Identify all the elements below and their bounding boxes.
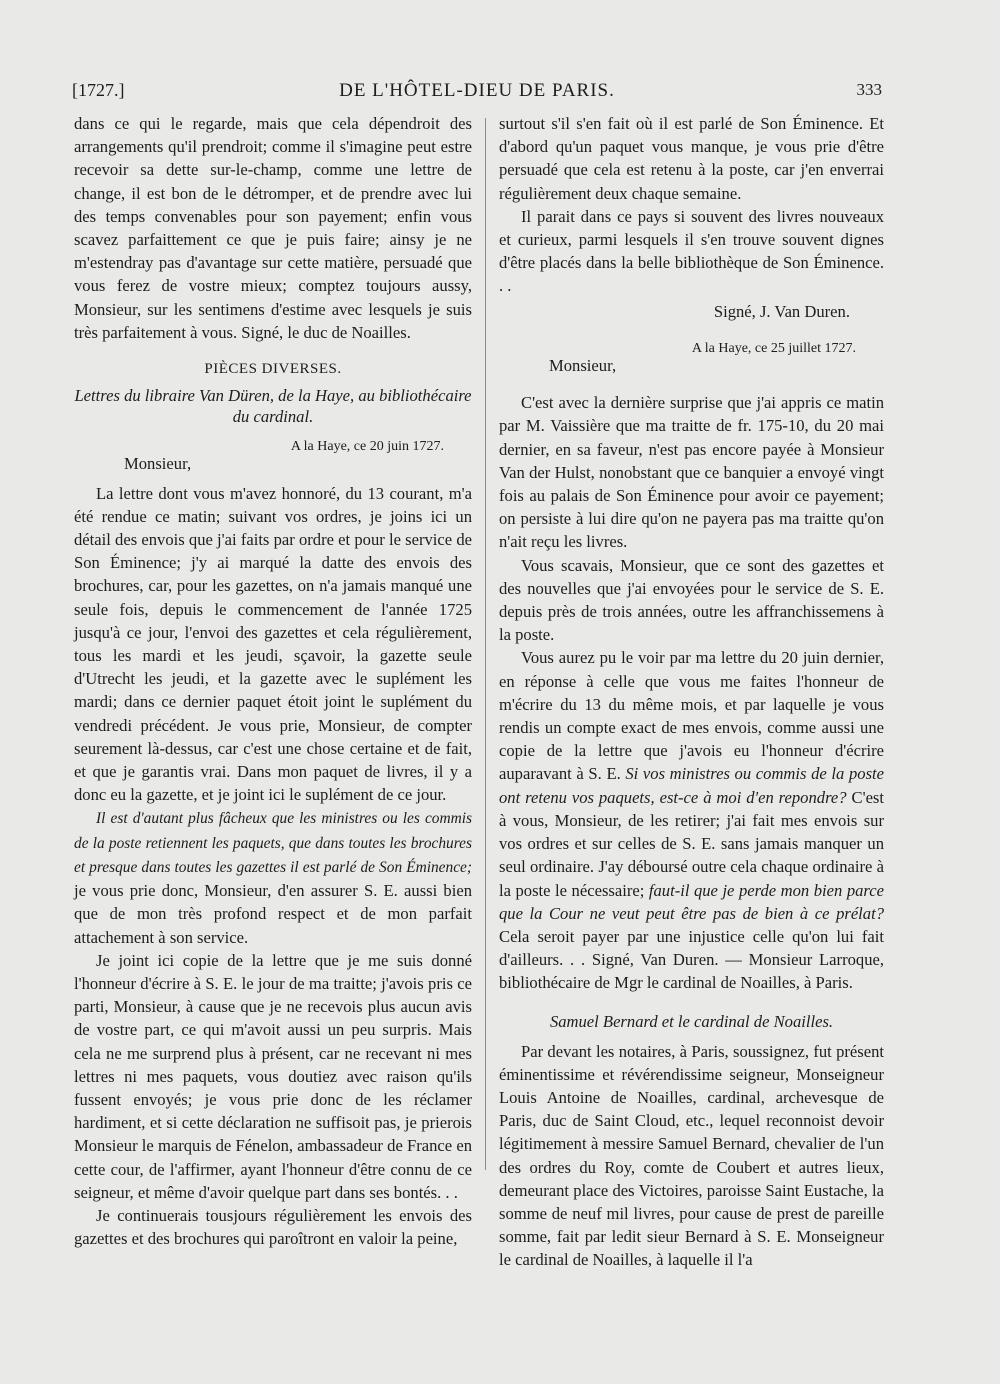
paragraph: Par devant les notaires, à Paris, soussignez, fut présent éminentissime et révérendissime seigneur, Monseigneur Louis Antoine de Noailles, cardinal, archevesque de Paris, duc de Saint Cloud, etc., lequel reconnoist devoir légitimement à messire Samuel Bernard, chevalier de l'un des ordres du Roy, comte de Coubert et autres lieux, demeurant place des Victoires, paroisse Saint Eustache, la somme de neuf mil livres, pour cause de prest de pareille somme, fait par ledit sieur Bernard à S. E. Monseigneur le cardinal de Noailles, à laquelle il l'a	[499, 1041, 884, 1270]
paragraph-text: Vous aurez pu le voir par ma lettre du 20 juin dernier, en réponse à celle que vous me faites l'honneur de m'écrire du 13 du même mois, et par laquelle je vous rendis un compte exact de mes envois, comme aussi une copie de la lettre que j'avois eu l'honneur d'écrire auparavant à S. E.	[499, 648, 884, 784]
paragraph: Je continuerais tousjours régulièrement les envois des gazettes et des brochures qui paroîtront en valoir la peine,	[74, 1205, 472, 1249]
right-column	[499, 112, 884, 1272]
page-number: 333	[856, 80, 882, 99]
section-heading: PIÈCES DIVERSES.	[204, 361, 342, 378]
italic-passage: Il est d'autant plus fâcheux que les ministres ou les commis de la poste retiennent les paquets, que dans toutes les brochures et presque dans toutes les gazettes il est parlé de Son Éminence;	[74, 810, 472, 876]
paragraph-text: je vous prie donc, Monsieur, d'en assurer S. E. aussi bien que de mon très profond respect et de mon parfait attachement à son service.	[74, 881, 472, 947]
spacer	[499, 323, 884, 337]
header-year: [1727.]	[72, 80, 125, 100]
paragraph: dans ce qui le regarde, mais que cela dépendroit des arrangements qu'il prendroit; comme il s'imagine peut estre recevoir sa dette sur-le-champ, comme une lettre de change, il est bon de le détromper, et de prendre avec lui des temps convenables pour son payement; enfin vous scavez parfaittement ce que je puis faire; ainsy je ne m'estendray pas d'avantage sur cette matière, persuadé que vous ferez de vostre mieux; comptez toujours aussy, Monsieur, sur les sentimens d'estime avec lesquels je suis très parfaitement à vous. Signé, le duc de Noailles.	[74, 114, 472, 342]
letter-salutation: Monsieur,	[124, 454, 192, 474]
column-divider	[485, 118, 486, 1170]
paragraph: Il parait dans ce pays si souvent des livres nouveaux et curieux, parmi lesquels il s'en trouve souvent dignes d'être placés dans la belle bibliothèque de Son Éminence. . .	[499, 206, 884, 296]
paragraph-text: Cela seroit payer par une injustice celle qu'on lui fait d'ailleurs. . . Signé, Van Duren. — Monsieur Larroque, bibliothécaire de Mgr le cardinal de Noailles, à Paris.	[499, 926, 884, 993]
paragraph-text: C'est à vous, Monsieur, de les retirer; j'ai fait mes envois sur vos ordres et sur celles de S. E. sans jamais manquer un seul ordinaire. J'ay déboursé outre cela chaque ordinaire à la poste le nécessaire;	[499, 787, 884, 900]
paragraph	[74, 806, 472, 948]
section-subheading: Lettres du libraire Van Düren, de la Haye, au bibliothécaire du cardinal.	[74, 386, 472, 427]
paragraph: La lettre dont vous m'avez honnoré, du 13 courant, m'a été rendue ce matin; suivant vos ordres, je joins ici un détail des envois que j'ai faits par ordre et pour le service de Son Éminence; j'y ai marqué la datte des envois des brochures, car, pour les gazettes, on n'a jamais manqué une seule fois, depuis le commencement de l'année 1725 jusqu'à ce jour, l'envoi des gazettes et cela régulièrement, tous les mardi et les jeudi, sçavoir, la gazette seule d'Utrecht les jeudi, et la gazette avec le suplément les mardi; dans ce dernier paquet étoit joint le suplément du vendredi précédent. Je vous prie, Monsieur, de compter seurement là-dessus, car c'est une chose certaine et de fait, et que je garantis vrai. Dans mon paquet de livres, il y a donc eu la gazette, et je joint ici le suplément de ce jour.	[74, 483, 472, 805]
running-header	[72, 80, 882, 110]
left-column	[74, 112, 472, 1250]
paragraph: Vous scavais, Monsieur, que ce sont des gazettes et des nouvelles que j'ai envoyées pour le service de S. E. depuis près de trois années, outre les affranchissemens à la poste.	[499, 555, 884, 645]
section-subheading: Samuel Bernard et le cardinal de Noailles.	[549, 1011, 834, 1031]
letter-salutation: Monsieur,	[549, 356, 617, 376]
paragraph: surtout s'il s'en fait où il est parlé de Son Éminence. Et d'abord qu'un paquet vous manque, je vous prie d'être persuadé que cela est retenu à la poste, car j'en enverrai régulièrement deux chaque semaine.	[499, 114, 884, 203]
letter-dateline: A la Haye, ce 20 juin 1727.	[290, 439, 444, 455]
letter-dateline: A la Haye, ce 25 juillet 1727.	[691, 340, 856, 356]
paragraph: C'est avec la dernière surprise que j'ai appris ce matin par M. Vaissière que ma traitte de fr. 175-10, du 20 mai dernier, en sa faveur, n'est pas encore payée à Monsieur Van der Hulst, nonobstant que ce banquier a envoyé vingt fois au palais de Son Éminence pour avoir ce payement; on persiste à lui dire qu'on ne payera pas ma traitte qu'on n'ait reçu les livres.	[499, 393, 884, 552]
italic-passage: faut-il que je perde mon bien parce que la Cour ne veut peut être pas de bien à ce prélat?	[499, 880, 884, 923]
paragraph: Je joint ici copie de la lettre que je me suis donné l'honneur d'écrire à S. E. le jour de ma traitte; j'avois pris ce parti, Monsieur, à cause que je ne recevois plus aucun avis de vostre part, ce qui m'avoit aussi un peu surpris. Mais cela ne me surprend plus à présent, car ne recevant ni mes lettres ni mes paquets, vous doutiez avec raison qu'ils fussent envoyés; je vous prie donc de les réclamer hardiment, et si cette déclaration ne suffisoit pas, je prierois Monsieur le marquis de Fénelon, ambassadeur de France en cette cour, de l'affirmer, ayant l'honneur d'être connu de ce seigneur, et même d'avoir quelque part dans ses bontés. . .	[74, 950, 472, 1202]
italic-passage: Si vos ministres ou commis de la poste ont retenu vos paquets, est-ce à moi d'en repondre?	[499, 764, 885, 807]
spacer	[499, 995, 884, 1009]
paragraph	[499, 646, 884, 994]
header-title: DE L'HÔTEL-DIEU DE PARIS.	[339, 80, 615, 101]
letter-signature: Signé, J. Van Duren.	[713, 301, 850, 321]
spacer	[499, 383, 884, 391]
